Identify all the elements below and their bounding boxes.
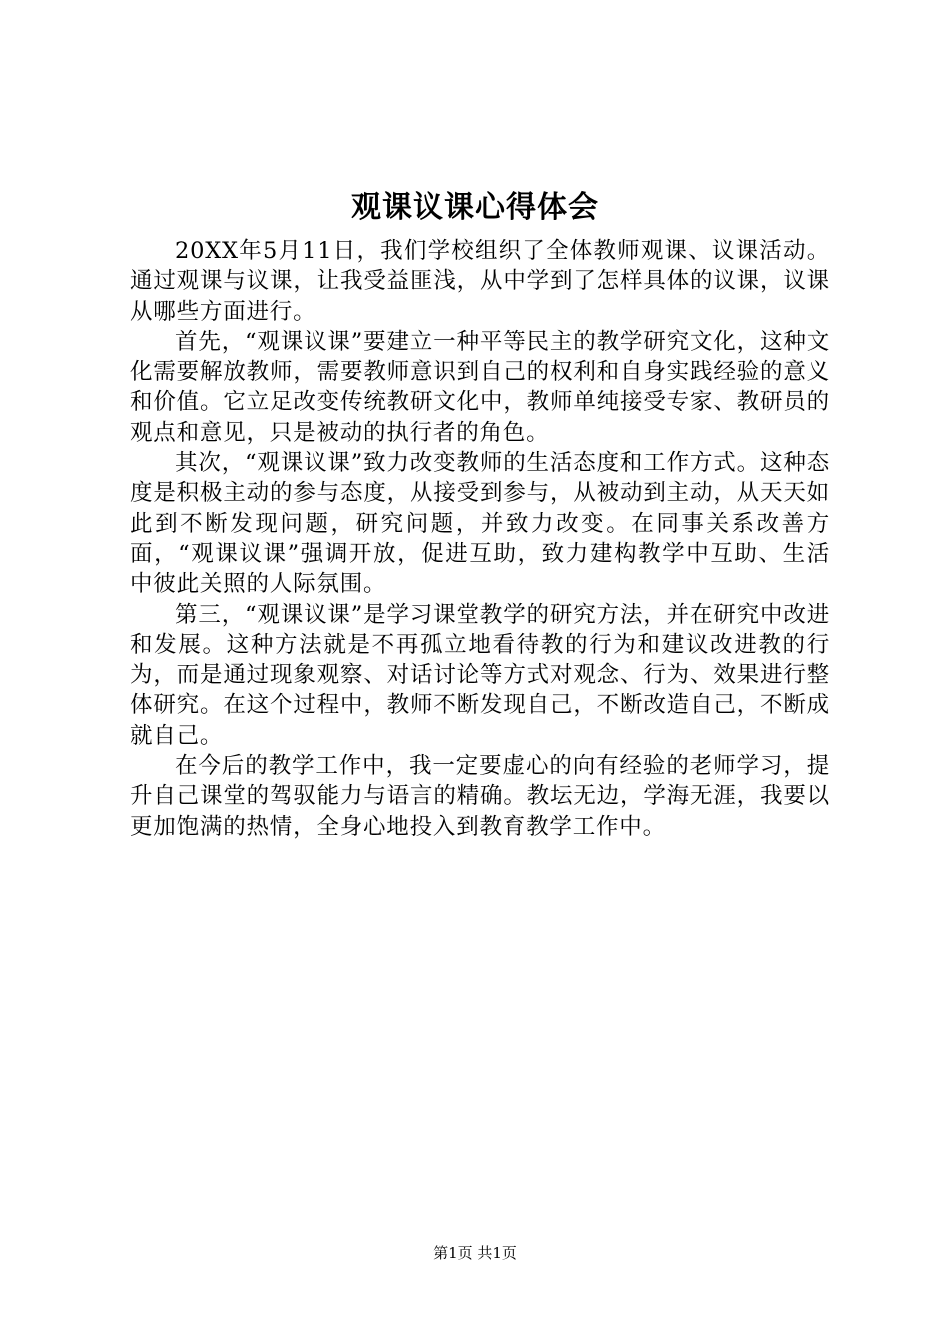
document-title: 观课议课心得体会 — [351, 190, 599, 225]
paragraph-intro: 20XX年5月11日，我们学校组织了全体教师观课、议课活动。通过观课与议课，让我受益匪浅，从中学到了怎样具体的议课，议课从哪些方面进行。 — [130, 238, 830, 325]
paragraph-first: 首先，“观课议课”要建立一种平等民主的教学研究文化，这种文化需要解放教师，需要教师意识到自己的权利和自身实践经验的意义和价值。它立足改变传统教研文化中，教师单纯接受专家、教研员的观点和意见，只是被动的执行者的角色。 — [130, 328, 830, 446]
paragraph-third: 第三，“观课议课”是学习课堂教学的研究方法，并在研究中改进和发展。这种方法就是不再孤立地看待教的行为和建议改进教的行为，而是通过现象观察、对话讨论等方式对观念、行为、效果进行整体研究。在这个过程中，教师不断发现自己，不断改造自己，不断成就自己。 — [130, 601, 830, 749]
document-body — [130, 236, 830, 842]
page-footer: 第1页 共1页 — [433, 1244, 517, 1262]
paragraph-conclusion: 在今后的教学工作中，我一定要虚心的向有经验的老师学习，提升自己课堂的驾驭能力与语言的精确。教坛无边，学海无涯，我要以更加饱满的热情，全身心地投入到教育教学工作中。 — [130, 753, 830, 840]
paragraph-second: 其次，“观课议课”致力改变教师的生活态度和工作方式。这种态度是积极主动的参与态度，从接受到参与，从被动到主动，从天天如此到不断发现问题，研究问题，并致力改变。在同事关系改善方面，“观课议课”强调开放，促进互助，致力建构教学中互助、生活中彼此关照的人际氛围。 — [130, 450, 830, 598]
